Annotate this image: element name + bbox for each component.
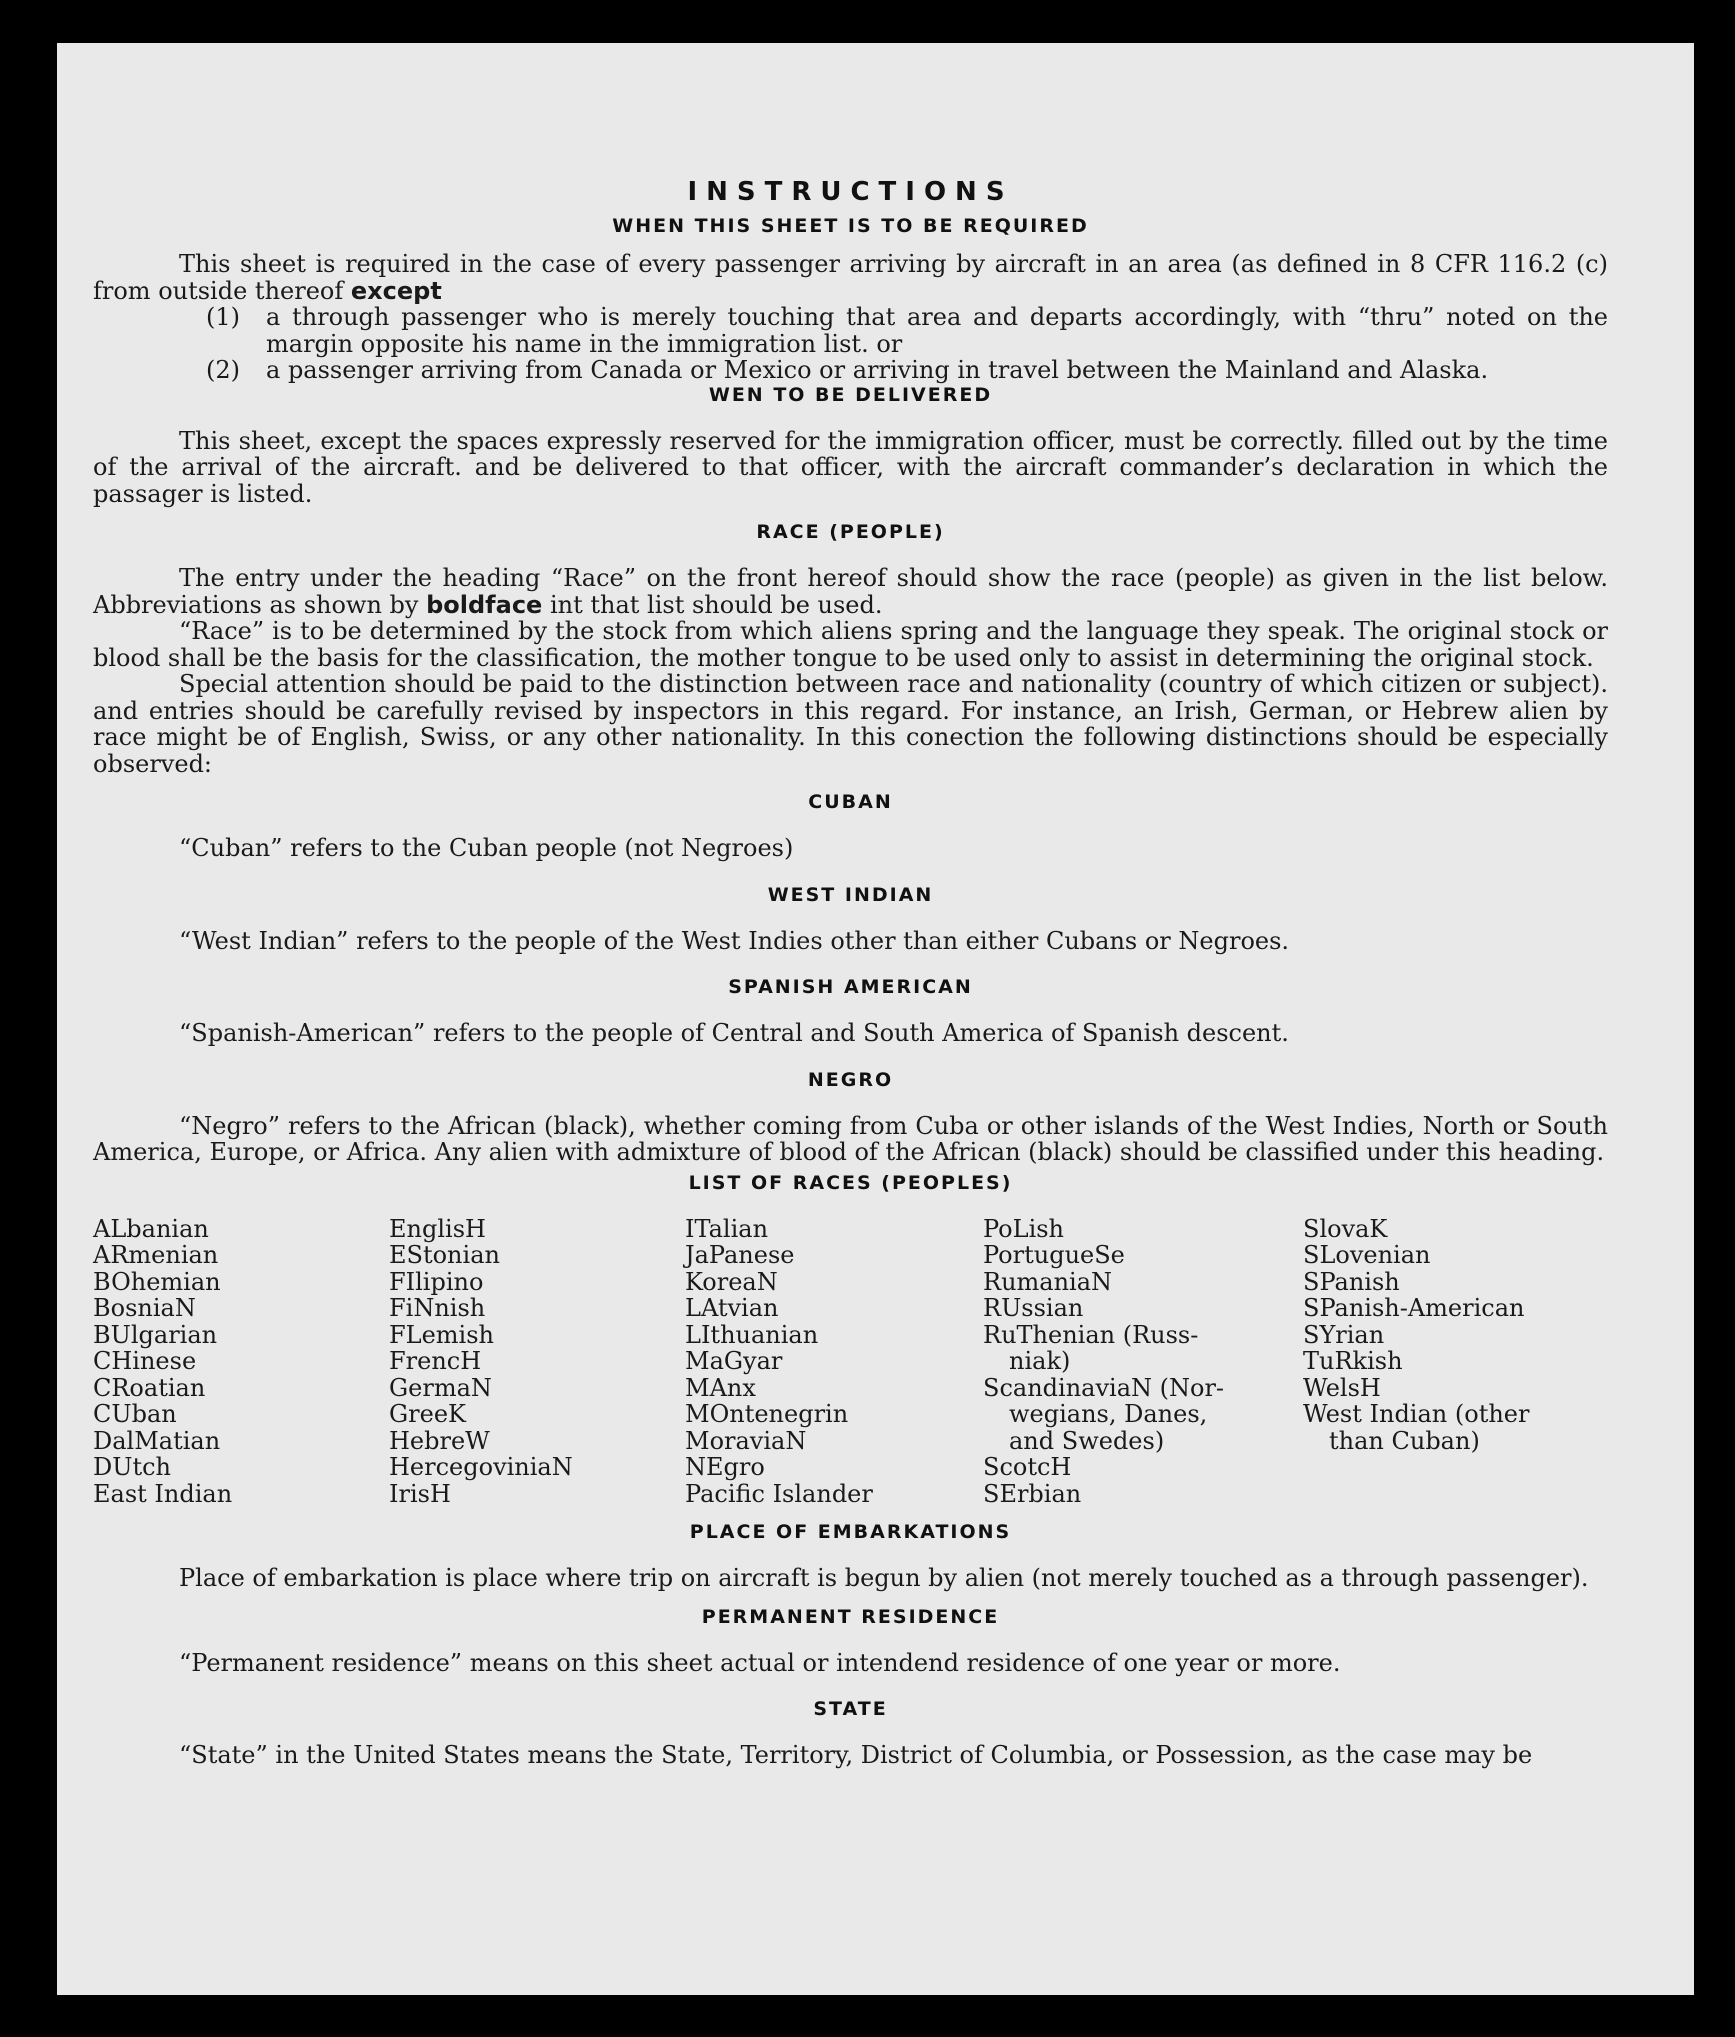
race-entry: ScandinaviaN (Nor- bbox=[983, 1373, 1225, 1402]
heading-residence: PERMANENT RESIDENCE bbox=[701, 1605, 1000, 1628]
race-entry: CRoatian bbox=[93, 1373, 206, 1402]
races-column bbox=[983, 1216, 1303, 1508]
race-entry: PortugueSe bbox=[983, 1241, 1125, 1269]
race-paragraph-2: “Race” is to be determined by the stock from which aliens spring and the language they speak. The original stock or blood shall be the basis for the classification, the mother tongue to be used only to assist in determining the original stock. bbox=[93, 617, 1608, 672]
race-entry: DalMatian bbox=[93, 1426, 221, 1455]
race-paragraph-1 bbox=[93, 565, 1608, 618]
document-page bbox=[57, 43, 1694, 1995]
race-entry: LIthuanian bbox=[685, 1320, 819, 1349]
race-entry: SlovaK bbox=[1303, 1214, 1388, 1243]
heading-west-indian: WEST INDIAN bbox=[767, 883, 934, 906]
races-column bbox=[389, 1216, 685, 1508]
race-entry: SYrian bbox=[1303, 1320, 1385, 1349]
race-entry: WelsH bbox=[1303, 1373, 1381, 1402]
heading-embarkation: PLACE OF EMBARKATIONS bbox=[689, 1521, 1012, 1543]
except-keyword: except bbox=[350, 276, 442, 305]
item-number: (2) bbox=[206, 356, 240, 384]
race-entry: CHinese bbox=[93, 1347, 197, 1375]
boldface-keyword: boldface bbox=[426, 590, 543, 619]
race-entry: FIlipino bbox=[389, 1267, 484, 1296]
west-indian-text: “West Indian” refers to the people of the West Indies other than either Cubans or Negroes. bbox=[179, 926, 1290, 955]
race-entry: BosniaN bbox=[93, 1294, 196, 1322]
race-entry: SPanish bbox=[1303, 1267, 1400, 1296]
race-entry: niak) bbox=[1009, 1347, 1071, 1375]
heading-state: STATE bbox=[813, 1698, 888, 1720]
race-entry: West Indian (other bbox=[1303, 1400, 1530, 1428]
delivered-text: This sheet, except the spaces expressly reserved for the immigration officer, must be correctly. filled out by the time of the arrival of the aircraft. and be delivered to that officer, with the aircraft commander’s declaration in which the passager is listed. bbox=[93, 426, 1608, 508]
race-entry: Pacific Islander bbox=[685, 1479, 873, 1508]
races-column bbox=[1303, 1216, 1583, 1508]
heading-races-list: LIST OF RACES (PEOPLES) bbox=[688, 1171, 1013, 1194]
race-entry: BUlgarian bbox=[93, 1320, 218, 1349]
item-text: a passenger arriving from Canada or Mexico or arriving in travel between the Mainland and Alaska. bbox=[266, 356, 1489, 384]
race-entry: LAtvian bbox=[685, 1294, 779, 1322]
race-entry: than Cuban) bbox=[1329, 1426, 1480, 1455]
residence-text: “Permanent residence” means on this sheet actual or intendend residence of one year or more. bbox=[179, 1648, 1341, 1677]
race-entry: ITalian bbox=[685, 1214, 769, 1243]
race-paragraph-3: Special attention should be paid to the distinction between race and nationality (country of which citizen or subject). and entries should be carefully revised by inspectors in this regard. For instance, an Irish, German, or Hebrew alien by race might be of English, Swiss, or any other nationality. In this conection the following distinctions should be especially observed: bbox=[93, 670, 1608, 778]
race-entry: IrisH bbox=[389, 1479, 451, 1508]
race-entry: GreeK bbox=[389, 1400, 466, 1428]
race-entry: ScotcH bbox=[983, 1453, 1072, 1481]
race-entry: SPanish-American bbox=[1303, 1294, 1525, 1322]
race-entry: PoLish bbox=[983, 1214, 1065, 1243]
race-entry: ALbanian bbox=[93, 1214, 209, 1243]
cuban-text: “Cuban” refers to the Cuban people (not Negroes) bbox=[179, 834, 794, 862]
race-entry: HercegoviniaN bbox=[389, 1453, 573, 1481]
races-column bbox=[685, 1216, 983, 1508]
race-entry: GermaN bbox=[389, 1373, 492, 1402]
race-entry: EStonian bbox=[389, 1241, 500, 1269]
heading-cuban: CUBAN bbox=[808, 791, 893, 813]
race-entry: wegians, Danes, bbox=[1009, 1400, 1208, 1428]
heading-delivered: WEN TO BE DELIVERED bbox=[708, 383, 993, 406]
negro-text: “Negro” refers to the African (black), whether coming from Cuba or other islands of the West Indies, North or South America, Europe, or Africa. Any alien with admixture of blood of the African (black) should be classified under this heading. bbox=[93, 1111, 1608, 1166]
race-entry: JaPanese bbox=[685, 1241, 795, 1269]
embarkation-text: Place of embarkation is place where trip on aircraft is begun by alien (not merely touched as a through passenger). bbox=[179, 1564, 1589, 1592]
race-entry: DUtch bbox=[93, 1453, 172, 1481]
spanish-american-text: “Spanish-American” refers to the people of Central and South America of Spanish descent. bbox=[179, 1019, 1289, 1047]
heading-spanish-american: SPANISH AMERICAN bbox=[728, 976, 973, 998]
race-entry: FiNnish bbox=[389, 1294, 486, 1322]
races-column bbox=[93, 1216, 389, 1508]
races-list bbox=[93, 1216, 1608, 1508]
race-entry: RUssian bbox=[983, 1294, 1084, 1322]
list-item bbox=[93, 357, 1608, 384]
race-entry: RumaniaN bbox=[983, 1267, 1113, 1296]
race-entry: ARmenian bbox=[93, 1241, 219, 1269]
race-entry: MaGyar bbox=[685, 1347, 783, 1375]
race-entry: CUban bbox=[93, 1400, 177, 1428]
heading-race: RACE (PEOPLE) bbox=[756, 521, 945, 543]
state-text: “State” in the United States means the State, Territory, District of Columbia, or Possession, as the case may be bbox=[179, 1741, 1533, 1769]
race-entry: SLovenian bbox=[1303, 1241, 1431, 1269]
race-entry: FLemish bbox=[389, 1320, 494, 1349]
heading-when-required: WHEN THIS SHEET IS TO BE REQUIRED bbox=[612, 215, 1089, 237]
list-item bbox=[93, 304, 1608, 357]
race-entry: EnglisH bbox=[389, 1214, 486, 1243]
item-number: (1) bbox=[206, 303, 240, 331]
race-p1-tail: int that list should be used. bbox=[542, 590, 883, 619]
race-p1-text: The entry under the heading “Race” on the front hereof should show the race (people) as given in the list below. Abbreviations as shown by bbox=[93, 564, 1608, 619]
heading-negro: NEGRO bbox=[807, 1068, 894, 1091]
race-entry: KoreaN bbox=[685, 1267, 778, 1296]
race-entry: MAnx bbox=[685, 1373, 756, 1402]
race-entry: MoraviaN bbox=[685, 1426, 807, 1455]
race-entry: NEgro bbox=[685, 1453, 765, 1481]
document-content bbox=[93, 177, 1608, 1769]
when-required-intro bbox=[93, 251, 1608, 304]
when-required-intro-text: This sheet is required in the case of every passenger arriving by aircraft in an area (as defined in 8 CFR 116.2 (c) from outside thereof bbox=[93, 250, 1608, 305]
page-title: INSTRUCTIONS bbox=[687, 177, 1014, 207]
item-text: a through passenger who is merely touching that area and departs accordingly, with “thru” noted on the margin opposite his name in the immigration list. or bbox=[266, 303, 1608, 358]
race-entry: East Indian bbox=[93, 1479, 233, 1508]
race-entry: FrencH bbox=[389, 1347, 482, 1375]
race-entry: HebreW bbox=[389, 1426, 490, 1455]
race-entry: SErbian bbox=[983, 1479, 1082, 1508]
race-entry: RuThenian (Russ- bbox=[983, 1320, 1199, 1349]
race-entry: BOhemian bbox=[93, 1267, 221, 1296]
race-entry: and Swedes) bbox=[1009, 1426, 1165, 1455]
race-entry: MOntenegrin bbox=[685, 1400, 849, 1428]
race-entry: TuRkish bbox=[1303, 1347, 1403, 1375]
